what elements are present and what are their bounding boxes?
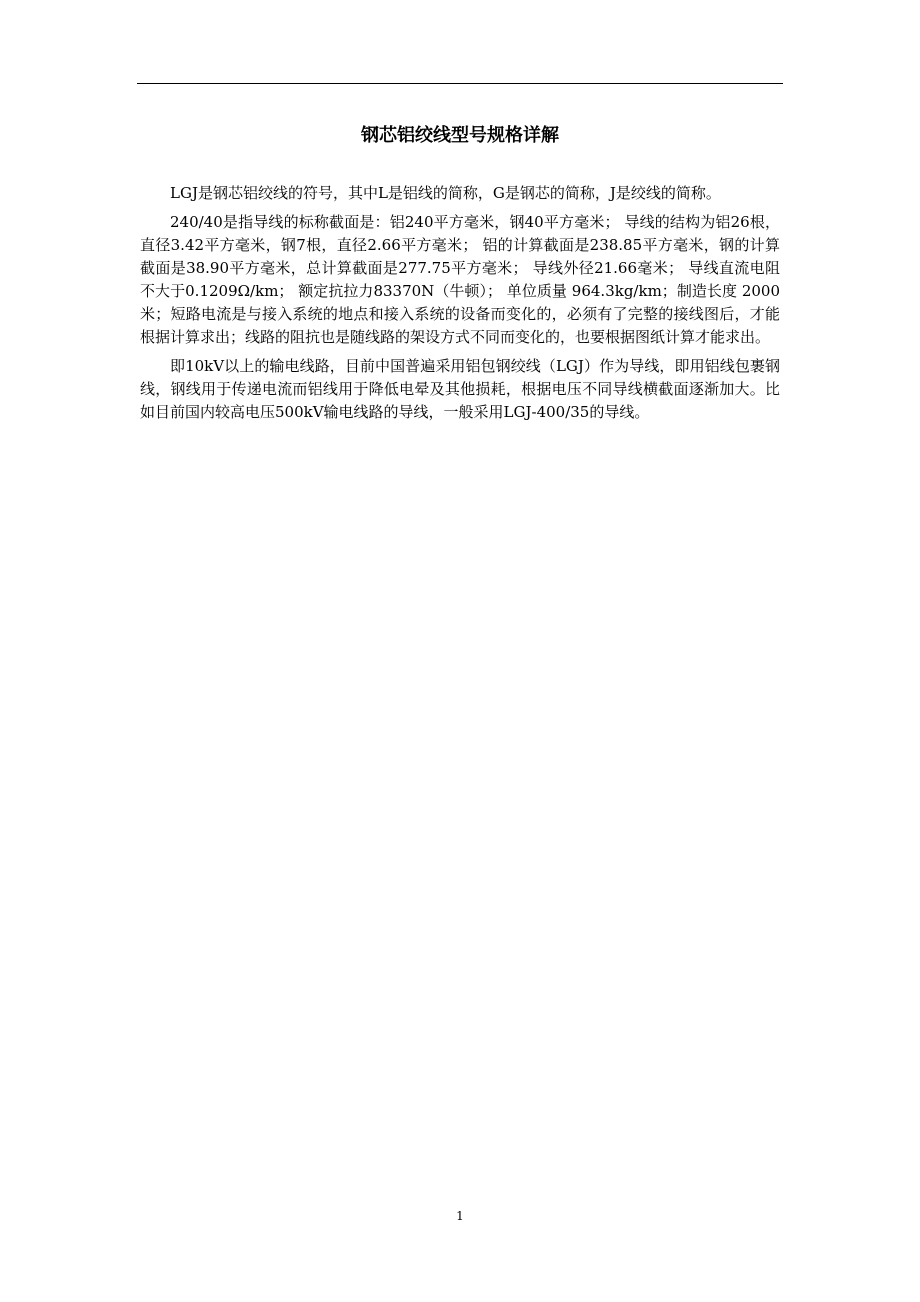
paragraph-transmission-lines: 即10kV以上的输电线路，目前中国普遍采用铝包钢绞线（LGJ）作为导线，即用铝线包裹钢线，钢线用于传递电流而铝线用于降低电晕及其他损耗，根据电压不同导线横截面逐渐加大。比如目前国内较高电压500kV输电线路的导线，一般采用LGJ-400/35的导线。 (140, 357, 780, 421)
header-rule (137, 83, 783, 84)
document-body (140, 182, 780, 430)
page-number: 1 (456, 1209, 464, 1223)
paragraph-240-40-spec: 240/40是指导线的标称截面是：铝240平方毫米，钢40平方毫米； 导线的结构为铝26根，直径3.42平方毫米，钢7根，直径2.66平方毫米； 铝的计算截面是238.85平方毫米，钢的计算截面是38.90平方毫米，总计算截面是277.75平方毫米； 导线外径21.66毫米； 导线直流电阻不大于0.1209Ω/km； 额定抗拉力83370N（牛顿）； 单位质量 964.3kg/km；制造长度 2000米；短路电流是与接入系统的地点和接入系统的设备而变化的，必须有了完整的接线图后，才能根据计算求出；线路的阻抗也是随线路的架设方式不同而变化的，也要根据图纸计算才能求出。 (140, 213, 780, 346)
paragraph-lgj-definition: LGJ是钢芯铝绞线的符号，其中L是铝线的简称，G是钢芯的简称，J是绞线的简称。 (170, 184, 721, 202)
document-title: 钢芯铝绞线型号规格详解 (361, 125, 559, 146)
